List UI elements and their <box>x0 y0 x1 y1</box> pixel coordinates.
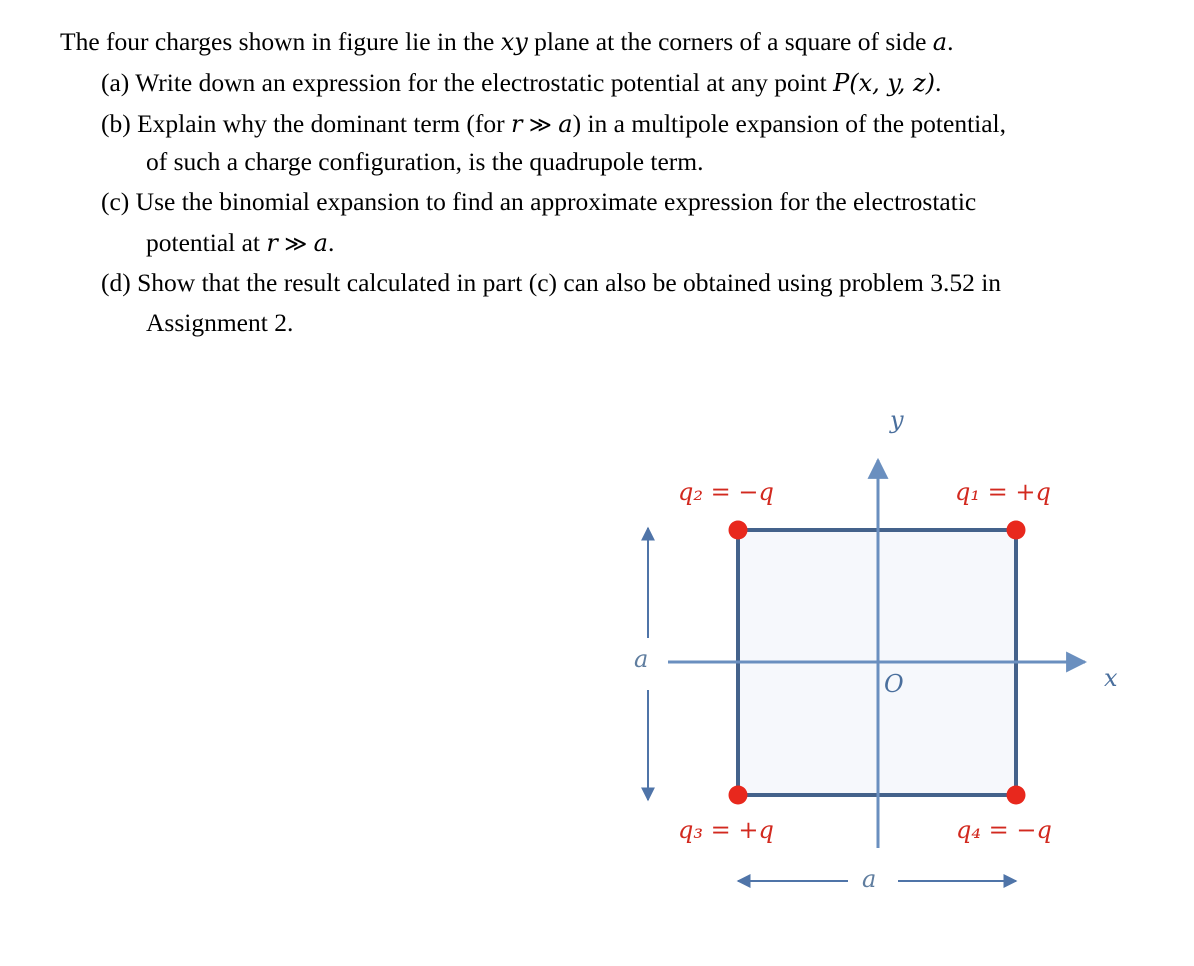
part-d-line-1: (d) Show that the result calculated in part (c) can also be obtained using problem 3.52 in <box>101 268 1002 297</box>
intro-text-2: plane at the corners of a square of side <box>527 27 933 56</box>
part-c-text-2: potential at <box>146 228 267 257</box>
intro-var-a: a <box>932 28 948 56</box>
intro-text-1: The four charges shown in figure lie in the <box>60 27 501 56</box>
charge-q3-label: q₃ = +q <box>678 816 774 844</box>
part-c-math-r: r <box>266 229 278 257</box>
part-c-line-1: (c) Use the binomial expansion to find an approximate expression for the electrostatic <box>101 187 977 216</box>
charge-q2-dot <box>729 521 748 540</box>
charge-q1-label: q₁ = +q <box>955 478 1051 506</box>
part-b-math-a: a <box>558 110 573 138</box>
intro-var-xy: xy <box>500 28 528 56</box>
part-b-line-2: of such a charge configuration, is the quadrupole term. <box>146 147 704 176</box>
part-d-line-2: Assignment 2. <box>146 308 294 337</box>
charge-q4-label: q₄ = −q <box>956 816 1052 844</box>
bottom-dimension-label: a <box>862 865 877 893</box>
part-a-math: P(x, y, z) <box>833 69 936 97</box>
part-a-text: (a) Write down an expression for the electrostatic potential at any point <box>101 68 834 97</box>
y-axis-label: y <box>890 406 904 434</box>
x-axis-label: x <box>1104 664 1118 692</box>
part-b-text-1: (b) Explain why the dominant term (for <box>101 109 512 138</box>
part-c-math-gg: ≫ <box>284 232 308 257</box>
charge-q1-dot <box>1007 521 1026 540</box>
part-a-end: . <box>935 68 942 97</box>
part-b-math-gg: ≫ <box>528 113 552 138</box>
charge-q3-dot <box>729 786 748 805</box>
intro-end: . <box>947 27 954 56</box>
part-b-text-2: ) in a multipole expansion of the potential, <box>572 109 1007 138</box>
left-dimension-label: a <box>634 645 649 673</box>
part-c-end: . <box>327 228 335 257</box>
charge-q2-label: q₂ = −q <box>678 478 774 506</box>
charge-q4-dot <box>1007 786 1026 805</box>
part-c-math-a: a <box>313 229 328 257</box>
origin-label: O <box>884 670 904 698</box>
part-b-math-r: r <box>511 110 523 138</box>
